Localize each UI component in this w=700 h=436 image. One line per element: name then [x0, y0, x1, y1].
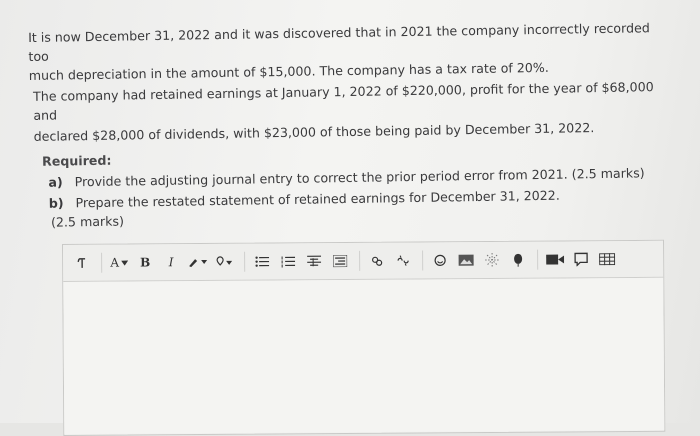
question-line-2: much depreciation in the amount of $15,000. The company has a tax rate of 20%. [28, 59, 549, 83]
table-icon[interactable] [598, 248, 616, 270]
toolbar-separator [359, 251, 360, 271]
media-icon[interactable] [509, 249, 527, 271]
toolbar-separator [422, 250, 423, 270]
question-text [28, 18, 671, 232]
special-char-icon[interactable] [483, 249, 501, 271]
highlight-color-icon[interactable] [216, 251, 234, 273]
text-color-icon[interactable] [188, 251, 208, 273]
bold-button[interactable]: B [140, 255, 151, 270]
required-heading: Required: [41, 152, 112, 169]
part-a-text: Provide the adjusting journal entry to correct the prior period error from 2021. (2.5 marks) [74, 165, 645, 190]
toolbar-separator [101, 253, 102, 273]
emoji-icon[interactable] [431, 249, 449, 271]
part-a-letter: a) [48, 174, 63, 190]
video-icon[interactable] [546, 248, 564, 270]
unlink-icon[interactable] [394, 250, 412, 272]
question-line-3: The company had retained earnings at January 1, 2022 of $220,000, profit for the year of $68,000 and [32, 79, 654, 123]
image-icon[interactable] [457, 249, 475, 271]
comment-icon[interactable] [572, 248, 590, 270]
numbered-list-icon[interactable] [279, 250, 297, 272]
answer-input-area[interactable] [63, 278, 664, 434]
question-line-4: declared $28,000 of dividends, with $23,000 of those being paid by December 31, 2022. [33, 120, 595, 144]
part-b-text: Prepare the restated statement of retained earnings for December 31, 2022. [75, 187, 560, 211]
part-b-letter: b) [48, 195, 64, 211]
font-size-label: A [110, 255, 120, 270]
italic-button[interactable]: I [168, 255, 174, 270]
paragraph-icon[interactable] [73, 252, 91, 274]
toolbar-separator [244, 252, 245, 272]
editor-toolbar [63, 241, 663, 282]
answer-editor [62, 240, 665, 436]
font-size-dropdown[interactable] [110, 252, 128, 274]
toolbar-separator [537, 250, 538, 270]
align-right-icon[interactable] [331, 250, 349, 272]
align-center-icon[interactable] [305, 250, 323, 272]
link-icon[interactable] [368, 250, 386, 272]
question-line-1: It is now December 31, 2022 and it was discovered that in 2021 the company incorrectly recorded too [28, 20, 650, 64]
part-b-marks: (2.5 marks) [50, 213, 125, 230]
bulleted-list-icon[interactable] [253, 251, 271, 273]
